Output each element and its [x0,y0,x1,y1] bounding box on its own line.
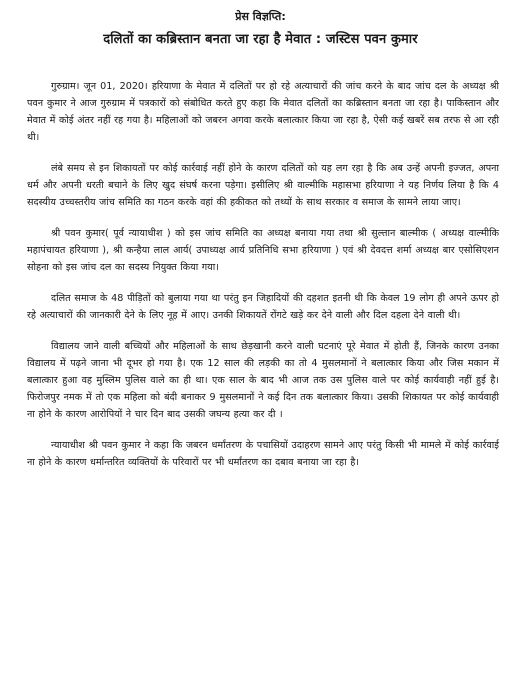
document-body [27,78,499,471]
paragraph-2: लंबे समय से इन शिकायतों पर कोई कार्रवाई नहीं होने के कारण दलितों को यह लग रहा है कि अब उन्हें अपनी इज्जत, अपना धर्म और अपनी धरती बचाने के लिए खुद संघर्ष करना पड़ेगा। इसीलिए श्री वाल्मीकि महासभा हरियाणा ने यह निर्णय लिया है कि 4 सदस्यीय उच्चस्तरीय जांच समिति का गठन करके वहां की हकीकत को तथ्यों के साथ सरकार व समाज के सामने लाया जाए। [27,163,499,208]
paragraph-4: दलित समाज के 48 पीड़ितों को बुलाया गया था परंतु इन जिहादियों की दहशत इतनी थी कि केवल 19 लोग ही अपने ऊपर हो रहे अत्याचारों की जानकारी देने के लिए नूह में आए। उनकी शिकायतें रोंगटे खड़े कर देने वाली और दिल दहला देने वाली थी। [27,293,499,321]
headline: दलितों का कब्रिस्तान बनता जा रहा है मेवात : जस्टिस पवन कुमार [103,32,418,47]
press-release-label: प्रेस विज्ञप्ति: [235,10,286,23]
paragraph-1: गुरुग्राम। जून 01, 2020। हरियाणा के मेवात में दलितों पर हो रहे अत्याचारों की जांच करने के बाद जांच दल के अध्यक्ष श्री पवन कुमार ने आज गुरुग्राम में पत्रकारों को संबोधित करते हुए कहा कि मेवात दलितों का कब्रिस्तान बनता जा रहा है। पाकिस्तान और मेवात में कोई अंतर नहीं रह गया है। महिलाओं को जबरन अगवा करके बलात्कार किया जा रहा है, ऐसी कई खबरें सब तरफ से आ रही थी। [27,81,499,143]
paragraph-3: श्री पवन कुमार( पूर्व न्यायाधीश ) को इस जांच समिति का अध्यक्ष बनाया गया तथा श्री सुल्तान बाल्मीक ( अध्यक्ष वाल्मीकि महापंचायत हरियाणा ), श्री कन्हैया लाल आर्य( उपाध्यक्ष आर्य प्रतिनिधि सभा हरियाणा ) एवं श्री देवदत्त शर्मा अध्यक्ष बार एसोसिएशन सोहना को इस जांच दल का सदस्य नियुक्त किया गया। [27,228,499,273]
paragraph-5: विद्यालय जाने वाली बच्चियों और महिलाओं के साथ छेड़खानी करने वाली घटनाएं पूरे मेवात में होती हैं, जिनके कारण उनका विद्यालय में पढ़ने जाना भी दूभर हो गया है। एक 12 साल की लड़की का तो 4 मुसलमानों ने बलात्कार किया और जिस मकान में बलात्कार हुआ वह मुस्लिम पुलिस वाले का ही था। एक साल के बाद भी आज तक उस पुलिस वाले पर कोई कार्यवाही नहीं हुई है। फिरोजपुर नमक में तो एक महिला को बंदी बनाकर 9 मुसलमानों ने कई दिन तक बलात्कार किया। उसकी शिकायत पर कोई कार्यवाही ना होने के कारण आरोपियों ने चार दिन बाद उसकी जघन्य हत्या कर दी । [27,341,499,420]
paragraph-6: न्यायाधीश श्री पवन कुमार ने कहा कि जबरन धर्मांतरण के पचासियों उदाहरण सामने आए परंतु किसी भी मामले में कोई कार्रवाई ना होने के कारण धर्मान्तरित व्यक्तियों के परिवारों पर भी धर्मांतरण का दबाव बनाया जा रहा है। [27,440,499,468]
